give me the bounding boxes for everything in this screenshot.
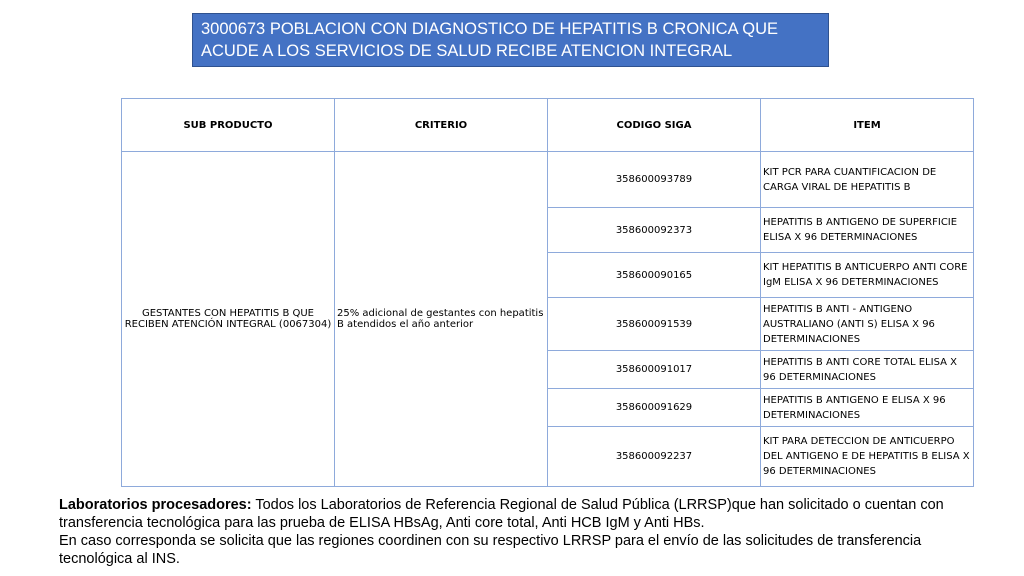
item-cell: KIT PCR PARA CUANTIFICACION DE CARGA VIRAL DE HEPATITIS B xyxy=(761,152,974,208)
codigo-siga-cell: 358600091539 xyxy=(548,298,761,351)
codigo-siga-cell: 358600091629 xyxy=(548,389,761,427)
header-sub-producto: SUB PRODUCTO xyxy=(122,99,335,152)
codigo-siga-cell: 358600092237 xyxy=(548,427,761,487)
item-cell: HEPATITIS B ANTIGENO DE SUPERFICIE ELISA X 96 DETERMINACIONES xyxy=(761,208,974,253)
item-cell: KIT HEPATITIS B ANTICUERPO ANTI CORE IgM ELISA X 96 DETERMINACIONES xyxy=(761,253,974,298)
codigo-siga-cell: 358600090165 xyxy=(548,253,761,298)
items-table xyxy=(121,98,974,487)
item-cell: HEPATITIS B ANTI CORE TOTAL ELISA X 96 DETERMINACIONES xyxy=(761,351,974,389)
codigo-siga-cell: 358600091017 xyxy=(548,351,761,389)
footer-bold-label: Laboratorios procesadores: xyxy=(59,497,252,513)
table-row xyxy=(122,152,974,208)
header-criterio: CRITERIO xyxy=(335,99,548,152)
slide-title: 3000673 POBLACION CON DIAGNOSTICO DE HEPATITIS B CRONICA QUE ACUDE A LOS SERVICIOS DE SALUD RECIBE ATENCION INTEGRAL xyxy=(192,13,829,67)
footer-paragraph-2: En caso corresponda se solicita que las regiones coordinen con su respectivo LRRSP para el envío de las solicitudes de transferencia tecnológica al INS. xyxy=(59,533,922,567)
item-cell: KIT PARA DETECCION DE ANTICUERPO DEL ANTIGENO E DE HEPATITIS B ELISA X 96 DETERMINACIONES xyxy=(761,427,974,487)
footer-note xyxy=(59,496,979,568)
header-codigo-siga: CODIGO SIGA xyxy=(548,99,761,152)
footer-paragraph-1 xyxy=(59,496,979,532)
sub-producto-cell: GESTANTES CON HEPATITIS B QUE RECIBEN ATENCIÓN INTEGRAL (0067304) xyxy=(122,152,335,487)
item-cell: HEPATITIS B ANTIGENO E ELISA X 96 DETERMINACIONES xyxy=(761,389,974,427)
item-cell: HEPATITIS B ANTI - ANTIGENO AUSTRALIANO (ANTI S) ELISA X 96 DETERMINACIONES xyxy=(761,298,974,351)
criterio-cell: 25% adicional de gestantes con hepatitis B atendidos el año anterior xyxy=(335,152,548,487)
codigo-siga-cell: 358600093789 xyxy=(548,152,761,208)
codigo-siga-cell: 358600092373 xyxy=(548,208,761,253)
header-item: ITEM xyxy=(761,99,974,152)
table-header-row xyxy=(122,99,974,152)
footer-text-1: Todos los Laboratorios de Referencia Regional de Salud Pública (LRRSP)que han solicitado o cuentan con transferencia tecnológica para las prueba de ELISA HBsAg, Anti core total, Anti HCB IgM y Anti HBs. xyxy=(59,497,944,531)
